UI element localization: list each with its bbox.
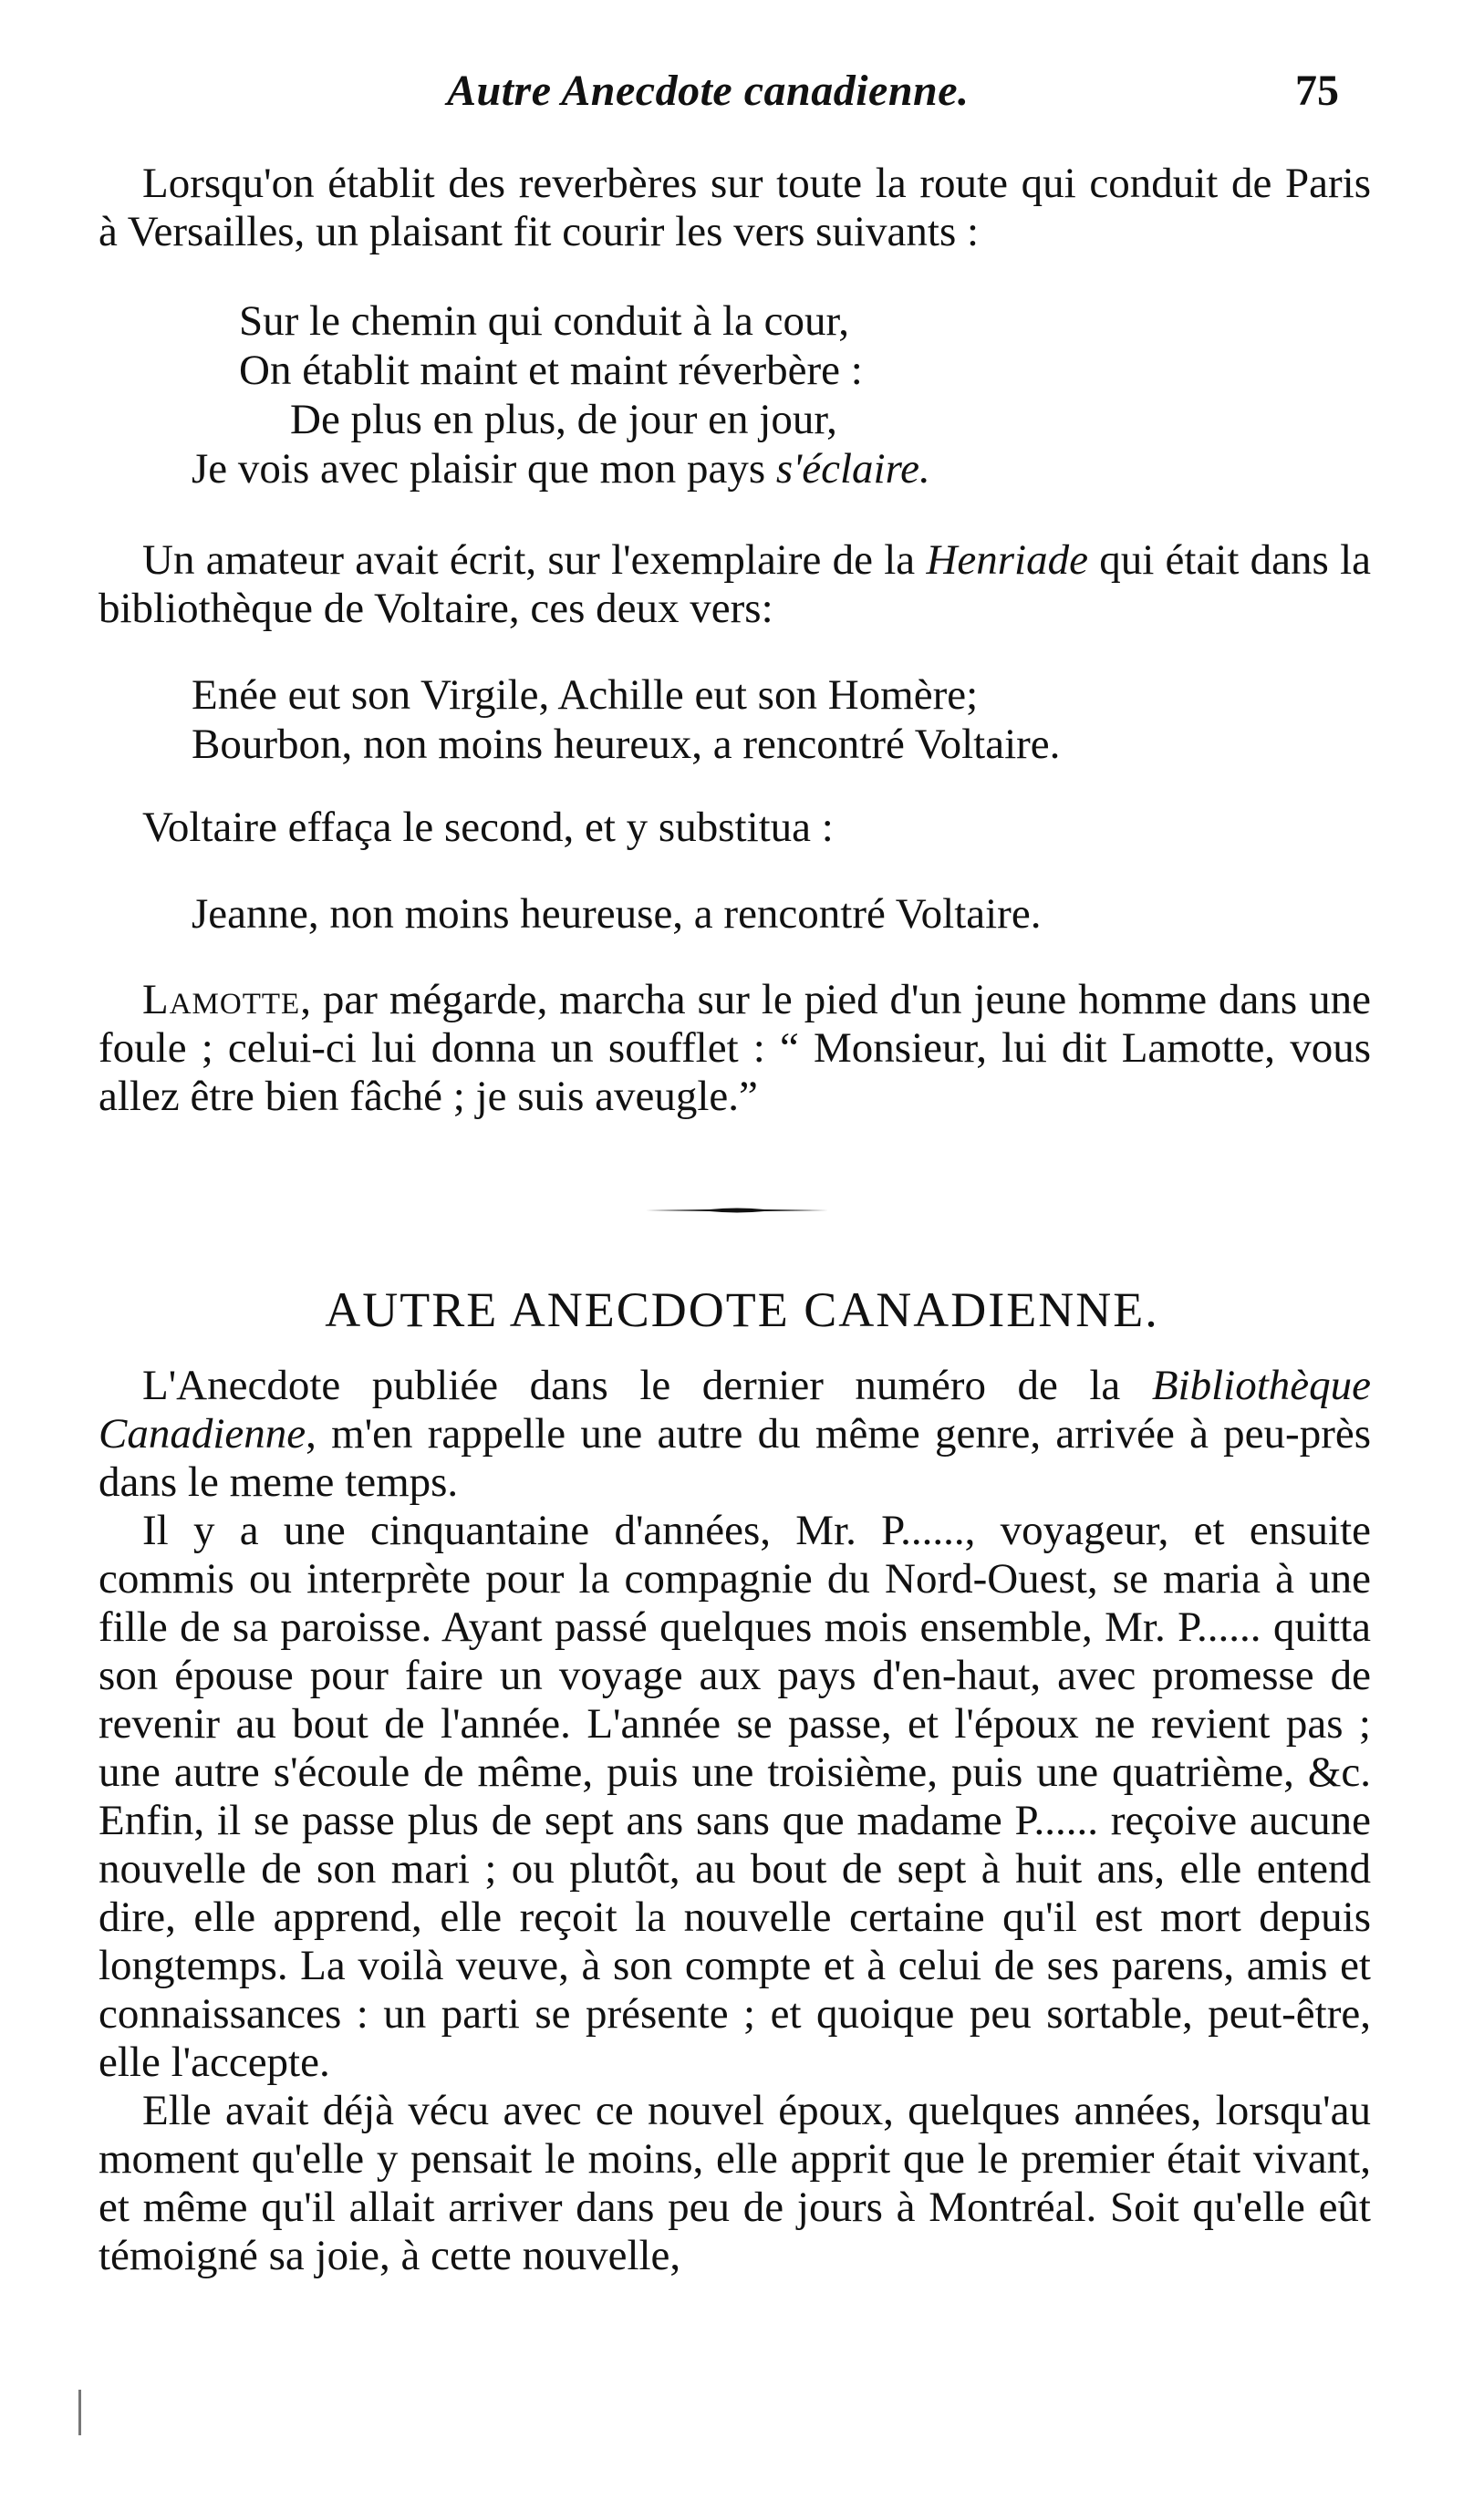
intro-text: Lorsqu'on établit des reverbères sur toute la route qui conduit de Paris à Versailles, un plaisant fit courir les vers suivants : — [99, 160, 1371, 255]
body-p1-italic: Bibliothèque Canadienne — [99, 1362, 1371, 1458]
effaca-line: Voltaire effaça le second, et y substitua : — [142, 804, 834, 851]
verse-jeanne: Jeanne, non moins heureuse, a rencontré Voltaire. — [192, 890, 1042, 938]
henriade-text — [99, 536, 1371, 633]
body-paragraph-3: Elle avait déjà vécu avec ce nouvel époux, quelques années, lorsqu'au moment qu'elle y pensait le moins, elle apprit que le premier était vivant, et même qu'il allait arriver dans peu de jours à Montréal. Soit qu'elle eût témoigné sa joie, à cette nouvelle, — [99, 2087, 1371, 2279]
henriade-paragraph — [99, 536, 1371, 633]
lamotte-body: , par mégarde, marcha sur le pied d'un jeune homme dans une foule ; celui-ci lui donna un soufflet : “ Monsieur, lui dit Lamotte, vous allez être bien fâché ; je suis aveugle.” — [99, 976, 1371, 1120]
article-body — [99, 1362, 1371, 2280]
body-paragraph-2: Il y a une cinquantaine d'années, Mr. P......, voyageur, et ensuite commis ou interprète pour la compagnie du Nord-Ouest, se maria à une fille de sa paroisse. Ayant passé quelques mois ensemble, Mr. P...... quitta son épouse pour faire un voyage aux pays d'en-haut, avec promesse de revenir au bout de l'année. L'année se passe, et l'époux ne revient pas ; une autre s'écoule de même, puis une troisième, puis une quatrième, &c. Enfin, il se passe plus de sept ans sans que madame P...... reçoive aucune nouvelle de son mari ; ou plutôt, au bout de sept à huit ans, elle entend dire, elle apprend, elle reçoit la nouvelle certaine qu'il est mort depuis longtemps. La voilà veuve, à son compte et à celui de ses parens, amis et connaissances : un parti se présente ; et quoique peu sortable, peut-être, elle l'accepte. — [99, 1507, 1371, 2086]
verse-line: On établit maint et maint réverbère : — [239, 347, 863, 394]
verse-line-text: Je vois avec plaisir que mon pays — [192, 445, 776, 493]
section-title: AUTRE ANECDOTE CANADIENNE. — [325, 1282, 1159, 1337]
margin-mark — [78, 2390, 81, 2435]
lamotte-paragraph — [99, 976, 1371, 1121]
lamotte-text — [99, 976, 1371, 1121]
intro-paragraph — [99, 160, 1371, 256]
running-title: Autre Anecdote canadienne. — [447, 67, 970, 115]
henriade-after: qui était dans la bibliothèque de Voltaire, ces deux vers: — [99, 536, 1371, 632]
henriade-before: Un amateur avait écrit, sur l'exemplaire de la — [142, 536, 927, 584]
verse-line — [192, 444, 930, 493]
verse-line: Bourbon, non moins heureux, a rencontré Voltaire. — [192, 721, 1061, 768]
page-header — [0, 66, 1484, 130]
lamotte-name: Lamotte — [142, 976, 301, 1023]
verse-line: Enée eut son Virgile, Achille eut son Homère; — [192, 671, 979, 719]
body-p1-before: L'Anecdote publiée dans le dernier numéro de la — [142, 1362, 1152, 1409]
body-p1-after: , m'en rappelle une autre du même genre, arrivée à peu-près dans le meme temps. — [99, 1410, 1371, 1506]
henriade-title: Henriade — [926, 536, 1088, 584]
decorative-rule — [646, 1206, 828, 1215]
verse-line-italic: s'éclaire. — [775, 445, 930, 493]
verse-line: Sur le chemin qui conduit à la cour, — [239, 297, 849, 345]
body-paragraph-1 — [99, 1362, 1371, 1507]
verse-line: De plus en plus, de jour en jour, — [290, 396, 837, 443]
page-number: 75 — [1295, 67, 1339, 115]
